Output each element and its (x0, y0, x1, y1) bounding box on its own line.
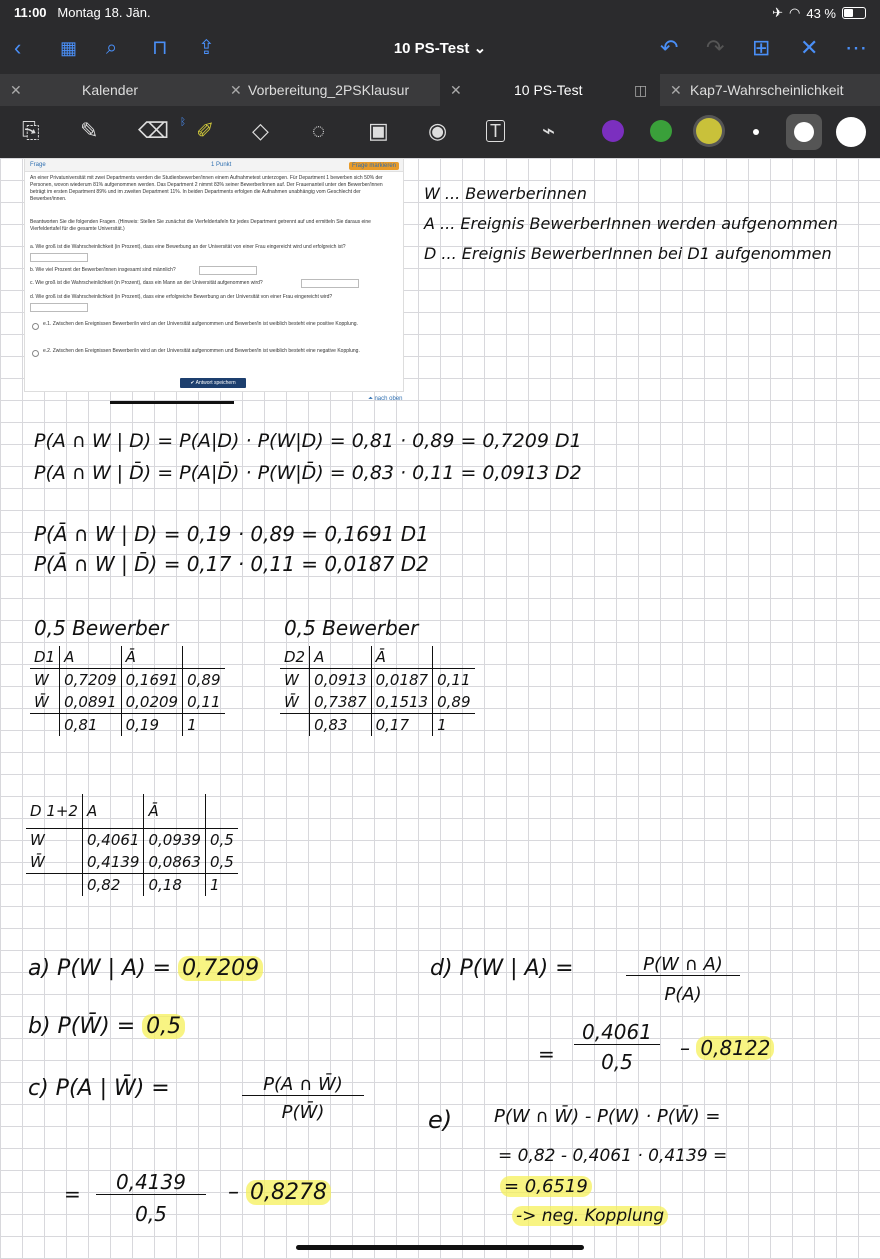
definition-a: A ... Ereignis BewerberInnen werden aufgenommen (424, 214, 838, 233)
bluetooth-icon: ᛒ (180, 117, 186, 128)
answer-d-value: 0,8122 (696, 1036, 774, 1060)
lasso-icon[interactable]: ◌ (312, 118, 326, 143)
cell (26, 874, 82, 897)
cell: 0,0891 (60, 691, 122, 714)
answer-d-denominator: P(A) (664, 984, 702, 1005)
answer-e-conclusion: -> neg. Kopplung (512, 1206, 668, 1226)
tab-vorbereitung[interactable] (220, 74, 440, 106)
option-e2: e.2. Zwischen den Ereignissen Bewerber/in wird an der Universität aufgenommen und Bewerber/in ist weiblich besteht eine negative Kopplung. (43, 348, 360, 354)
grid-icon[interactable]: ▦ (60, 38, 78, 58)
tab-10-ps-test[interactable] (440, 74, 660, 106)
equation-2: P(A ∩ W | D̄) = P(A|D̄) · P(W|D̄) = 0,83 · 0,11 = 0,0913 D2 (34, 462, 582, 484)
cell: 0,7209 (60, 669, 122, 692)
answer-a (28, 956, 263, 981)
answer-c-label: c) P(A | W̄) = (28, 1076, 170, 1101)
status-bar (0, 0, 880, 24)
cell: 0,82 (82, 874, 144, 897)
table-d1-plus-d2 (26, 794, 238, 896)
cell: 0,5 (209, 853, 234, 871)
question-points: 1 Punkt (211, 162, 232, 168)
redo-icon[interactable]: ↷ (706, 35, 725, 60)
tab-bar (0, 74, 880, 106)
read-mode-icon[interactable]: ⎘ (22, 118, 40, 143)
tab-close-icon[interactable]: ✕ (450, 82, 462, 98)
cell (205, 794, 237, 829)
document-title[interactable]: 10 PS-Test ⌄ (393, 40, 487, 57)
status-date: Montag 18. Jän. (57, 5, 151, 20)
cell: 0,1691 (121, 669, 183, 692)
image-icon[interactable]: ▣ (368, 118, 389, 143)
text-tool-icon[interactable]: T (486, 120, 505, 142)
question-b: b. Wie viel Prozent der Bewerber/innen insgesamt sind männlich? (30, 267, 176, 273)
nav-bar (0, 24, 880, 74)
answer-e-line1: P(W ∩ W̄) - P(W) · P(W̄) = (494, 1106, 721, 1127)
definition-w: W ... Bewerberinnen (424, 184, 587, 203)
answer-d-input (30, 303, 88, 312)
wifi-icon: ◠ (789, 5, 801, 20)
question-d: d. Wie groß ist die Wahrscheinlichkeit (in Prozent), dass eine erfolgreiche Bewerbung an der Universität von einer Frau eingereicht wird? (30, 294, 333, 300)
pasted-question-screenshot (24, 158, 404, 392)
cell: D1 (30, 646, 60, 669)
answer-c-input (301, 279, 359, 288)
question-label: Frage (30, 162, 46, 168)
equation-4: P(Ā ∩ W | D̄) = 0,17 · 0,11 = 0,0187 D2 (34, 552, 429, 576)
undo-icon[interactable]: ↶ (660, 35, 679, 60)
answer-a-value: 0,7209 (178, 956, 263, 981)
table2-title: 0,5 Bewerber (284, 616, 419, 640)
cell: 0,17 (371, 714, 433, 737)
color-purple[interactable] (602, 120, 624, 142)
color-green[interactable] (650, 120, 672, 142)
cell: A (60, 646, 122, 669)
cell: 0,7387 (310, 691, 372, 714)
color-yellow-selected[interactable] (696, 118, 722, 144)
cell: Ā (144, 794, 206, 829)
cell: 0,4139 (82, 851, 144, 874)
definition-d: D ... Ereignis BewerberInnen bei D1 aufgenommen (424, 244, 832, 263)
cell: 0,5 (209, 831, 234, 849)
bookmark-icon[interactable]: ⊓ (152, 37, 168, 59)
answer-d-numerator: P(W ∩ A) (626, 954, 740, 976)
answer-a-input (30, 253, 88, 262)
add-page-icon[interactable]: ⊞ (752, 35, 771, 60)
cell: 0,0187 (371, 669, 433, 692)
answer-b-input (199, 266, 257, 275)
cell: 0,0913 (310, 669, 372, 692)
answer-c-numerator: P(A ∩ W̄) (242, 1074, 364, 1096)
answer-c-num-value: 0,4139 (96, 1170, 206, 1195)
answer-b-value: 0,5 (142, 1014, 185, 1039)
question-intro: An einer Privatuniversität mit zwei Departments werden die Studienbewerber/innen einem Aufnahmetest unterzogen. Für Department 1 bewerben sich 50% der Personen, wovon wiederum 81% aufgenommen werden. Das Department 2 nimmt 83% seiner Bewerber/innen auf. Der Frauenanteil unter den Bewerber/innen beträgt im ersten Department 89% und im zweiten Department 11%. In beiden Departments erfolgen die Aufnahmen unabhängig vom Geschlecht der Bewerber/innen. (30, 175, 383, 202)
status-left (14, 5, 151, 20)
equation-3: P(Ā ∩ W | D) = 0,19 · 0,89 = 0,1691 D1 (34, 522, 429, 546)
cell: 0,0863 (144, 851, 206, 874)
radio-e1 (32, 323, 39, 330)
laser-pointer-icon[interactable]: ⌁ (542, 118, 556, 143)
answer-a-label: a) P(W | A) = (28, 956, 172, 981)
answer-b-label: b) P(W̄) = (28, 1014, 136, 1039)
tab-label: Kap7-Wahrscheinlichkeit (690, 82, 844, 98)
cell: Ā (121, 646, 183, 669)
cell: 0,11 (187, 693, 221, 711)
search-icon[interactable]: ⌕ (106, 37, 118, 59)
flag-question-button: Frage markieren (349, 162, 399, 170)
cell: 0,81 (60, 714, 122, 737)
cell: W̄ (280, 691, 310, 714)
home-indicator[interactable] (296, 1245, 584, 1250)
answer-d-label: d) P(W | A) = (430, 956, 574, 981)
cell: W̄ (26, 851, 82, 874)
cell: 0,18 (144, 874, 206, 897)
answer-b (28, 1014, 185, 1039)
cell: W̄ (30, 691, 60, 714)
cell (280, 714, 310, 737)
tab-close-icon[interactable]: ✕ (230, 82, 242, 98)
cell: 0,89 (187, 671, 221, 689)
battery-icon (842, 7, 866, 19)
answer-c-equals: = (64, 1182, 81, 1206)
answer-d-num-value: 0,4061 (574, 1020, 660, 1045)
answer-e-label: e) (428, 1106, 453, 1134)
pen-icon[interactable]: ✎ (80, 118, 99, 143)
stroke-medium[interactable] (794, 122, 814, 142)
question-a: a. Wie groß ist die Wahrscheinlichkeit (in Prozent), dass eine Bewerbung an der Universität von einer Frau eingereicht wird und erfolgreich ist? (30, 244, 346, 250)
tab-kap7[interactable] (660, 74, 880, 106)
cell: D 1+2 (26, 794, 82, 829)
airplane-icon: ✈ (772, 5, 784, 20)
cell (433, 646, 475, 669)
cell: 0,89 (437, 693, 471, 711)
close-icon[interactable]: ✕ (800, 35, 819, 60)
answer-c-denominator: P(W̄) (281, 1102, 325, 1123)
cell: 0,11 (437, 671, 471, 689)
cell: 0,19 (121, 714, 183, 737)
tab-label: Kalender (82, 82, 139, 98)
tab-label: 10 PS-Test (514, 82, 583, 98)
answer-d-equals: = (538, 1042, 555, 1066)
shapes-icon[interactable]: ◇ (252, 118, 269, 143)
cell: 0,1513 (371, 691, 433, 714)
answer-d-den-value: 0,5 (601, 1050, 633, 1074)
answer-e-line2: = 0,82 - 0,4061 · 0,4139 = (498, 1146, 728, 1166)
radio-e2 (32, 350, 39, 357)
answer-e-line3 (500, 1176, 592, 1197)
answer-e-value: = 0,6519 (500, 1176, 592, 1197)
table-d1 (30, 646, 225, 736)
question-c: c. Wie groß ist die Wahrscheinlichkeit (in Prozent), dass ein Mann an der Universität aufgenommen wird? (30, 280, 263, 286)
cell: 1 (205, 874, 237, 897)
cell: A (82, 794, 144, 829)
cell: 0,0209 (121, 691, 183, 714)
highlighter-icon[interactable]: ✐ (196, 118, 215, 143)
answer-e-line4 (512, 1206, 668, 1226)
divider-line (110, 401, 234, 404)
cell (183, 646, 225, 669)
table1-title: 0,5 Bewerber (34, 616, 169, 640)
option-e1: e.1. Zwischen den Ereignissen Bewerber/in wird an der Universität aufgenommen und Bewerber/in ist weiblich besteht eine positive Kopplung. (43, 321, 358, 327)
cell: 0,0939 (144, 829, 206, 852)
table-d2 (280, 646, 475, 736)
battery-percent: 43 % (806, 5, 836, 21)
answer-c-value: 0,8278 (246, 1180, 331, 1205)
question-instruction: Beantworten Sie die folgenden Fragen. (Hinweis: Stellen Sie zunächst die Vierfeldertafeln für jedes Department getrennt auf und ermitteln Sie daraus eine Vierfeldertafel für die gesamte Universität.) (30, 219, 371, 232)
answer-d-result: – 0,8122 (680, 1036, 774, 1060)
cell: W (280, 669, 310, 692)
cell (30, 714, 60, 737)
status-right (772, 5, 866, 21)
tab-close-icon[interactable]: ✕ (670, 82, 682, 98)
tab-kalender[interactable] (0, 74, 220, 106)
eraser-icon[interactable]: ⌫ (138, 118, 170, 143)
cell: D2 (280, 646, 310, 669)
back-icon[interactable]: ‹ (14, 35, 22, 60)
equation-1: P(A ∩ W | D) = P(A|D) · P(W|D) = 0,81 · 0,89 = 0,7209 D1 (34, 430, 582, 452)
cell: 0,4061 (82, 829, 144, 852)
more-icon[interactable]: ⋯ (845, 35, 867, 60)
cell: W (30, 669, 60, 692)
answer-c-result: – 0,8278 (228, 1180, 331, 1205)
share-icon[interactable]: ⇪ (198, 37, 215, 59)
answer-c-den-value: 0,5 (135, 1202, 167, 1226)
cell: Ā (371, 646, 433, 669)
cell: 1 (433, 714, 475, 737)
cell: 0,83 (310, 714, 372, 737)
save-answer-button: ✔ Antwort speichern (180, 378, 246, 388)
cell: A (310, 646, 372, 669)
cell: 1 (183, 714, 225, 737)
cell: W (26, 829, 82, 852)
question-header (25, 159, 403, 172)
tab-label: Vorbereitung_2PSKlausur (248, 82, 410, 98)
camera-icon[interactable]: ◉ (428, 118, 448, 143)
back-to-top-link: ⏶ nach oben (368, 396, 403, 402)
status-time: 11:00 (14, 5, 47, 20)
split-view-icon[interactable]: ◫ (634, 82, 648, 98)
tool-bar (0, 106, 880, 158)
stroke-small[interactable] (753, 129, 759, 135)
stroke-large[interactable] (836, 117, 866, 147)
note-page[interactable] (0, 158, 880, 1259)
tab-close-icon[interactable]: ✕ (10, 82, 22, 98)
